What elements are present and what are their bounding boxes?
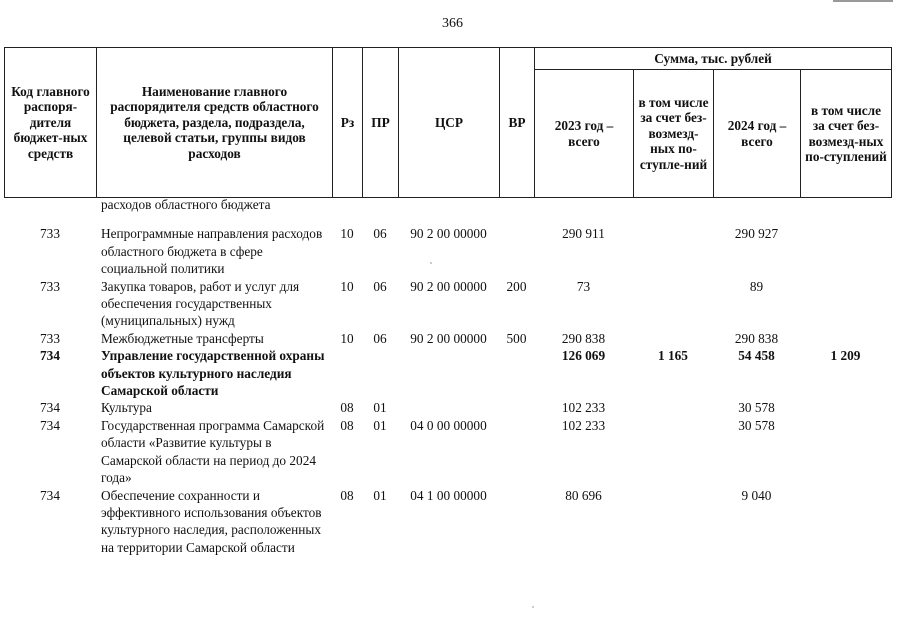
row-2023-total bbox=[534, 196, 633, 213]
row-csr: 90 2 00 00000 bbox=[410, 278, 487, 294]
row-vr bbox=[499, 487, 534, 557]
row-rz bbox=[332, 196, 362, 213]
row-vr bbox=[499, 417, 534, 487]
row-2023-free: 1 165 bbox=[658, 348, 688, 364]
row-code: 734 bbox=[40, 417, 60, 433]
row-2023-free bbox=[633, 278, 713, 330]
row-code: 734 bbox=[40, 487, 60, 503]
row-2023-total: 102 233 bbox=[561, 400, 606, 416]
row-csr: 04 1 00 00000 bbox=[410, 487, 487, 503]
table-row bbox=[4, 399, 891, 416]
row-rz: 10 bbox=[340, 278, 354, 294]
row-2024-free bbox=[800, 417, 891, 487]
page-number: 366 bbox=[442, 16, 463, 31]
row-2024-total: 9 040 bbox=[741, 487, 772, 503]
row-code: 733 bbox=[40, 226, 60, 242]
row-2024-free: 1 209 bbox=[830, 348, 861, 364]
row-code: 733 bbox=[40, 330, 60, 346]
row-csr: 04 0 00 00000 bbox=[410, 417, 487, 433]
table-row bbox=[4, 213, 891, 277]
row-name: Культура bbox=[101, 400, 152, 416]
row-2024-free bbox=[800, 330, 891, 347]
row-2023-total: 126 069 bbox=[561, 348, 606, 364]
table-row bbox=[4, 487, 891, 557]
row-csr bbox=[398, 347, 499, 399]
row-2023-free bbox=[633, 213, 713, 277]
row-rz: 08 bbox=[340, 417, 354, 433]
scan-speck bbox=[532, 606, 534, 608]
row-csr bbox=[398, 196, 499, 213]
row-pr: 01 bbox=[373, 400, 387, 416]
row-2024-free bbox=[800, 487, 891, 557]
row-name: Закупка товаров, работ и услуг для обеспечения государственных (муниципальных) нужд bbox=[101, 278, 300, 329]
header-name: Наименование главного распорядителя средств областного бюджета, раздела, подраздела, целевой статьи, группы видов расходов bbox=[97, 48, 333, 198]
row-vr bbox=[499, 347, 534, 399]
header-2023-total: 2023 год – всего bbox=[535, 70, 634, 198]
row-2023-free bbox=[633, 399, 713, 416]
row-2024-total: 290 927 bbox=[734, 226, 779, 242]
header-sum-group: Сумма, тыс. рублей bbox=[535, 48, 892, 70]
row-rz: 08 bbox=[340, 400, 354, 416]
row-2024-free bbox=[800, 399, 891, 416]
row-rz: 10 bbox=[340, 226, 354, 242]
row-code: 733 bbox=[40, 278, 60, 294]
row-name: Межбюджетные трансферты bbox=[101, 330, 264, 346]
row-2023-total: 290 911 bbox=[562, 226, 605, 242]
header-2024-total: 2024 год – всего bbox=[714, 70, 801, 198]
row-2023-free bbox=[633, 330, 713, 347]
row-csr: 90 2 00 00000 bbox=[410, 226, 487, 242]
table-row bbox=[4, 347, 891, 399]
row-2024-total: 30 578 bbox=[738, 400, 775, 416]
row-pr: 01 bbox=[373, 487, 387, 503]
row-pr: 01 bbox=[373, 417, 387, 433]
row-2024-total: 54 458 bbox=[738, 348, 775, 364]
table-body bbox=[4, 196, 891, 556]
header-2024-free: в том числе за счет без-возмезд-ных по-ступлений bbox=[801, 70, 892, 198]
table-row bbox=[4, 278, 891, 330]
row-pr bbox=[362, 347, 398, 399]
row-name: Обеспечение сохранности и эффективного использования объектов культурного наследия, расположенных на территории Самарской области bbox=[101, 487, 322, 555]
row-2024-total bbox=[713, 196, 800, 213]
row-2024-total: 89 bbox=[749, 278, 764, 294]
row-rz bbox=[332, 347, 362, 399]
row-code: 734 bbox=[40, 400, 60, 416]
row-vr: 200 bbox=[506, 278, 527, 294]
row-rz: 08 bbox=[340, 487, 354, 503]
row-csr bbox=[398, 399, 499, 416]
row-name: расходов областного бюджета bbox=[101, 197, 271, 212]
header-vr: ВР bbox=[500, 48, 535, 198]
row-name: Управление государственной охраны объектов культурного наследия Самарской области bbox=[101, 348, 325, 399]
row-vr bbox=[499, 213, 534, 277]
row-2023-total: 80 696 bbox=[565, 487, 602, 503]
table-row bbox=[4, 196, 891, 213]
row-pr: 06 bbox=[373, 226, 387, 242]
row-vr bbox=[499, 196, 534, 213]
row-name: Государственная программа Самарской области «Развитие культуры в Самарской области на период до 2024 года» bbox=[101, 417, 325, 486]
row-2023-total: 73 bbox=[576, 278, 591, 294]
table-header bbox=[4, 47, 892, 198]
row-vr: 500 bbox=[506, 330, 527, 346]
row-code bbox=[4, 196, 96, 213]
row-2024-free bbox=[800, 213, 891, 277]
row-pr bbox=[362, 196, 398, 213]
row-2024-free bbox=[800, 196, 891, 213]
row-2024-free bbox=[800, 278, 891, 330]
header-rz: Рз bbox=[333, 48, 363, 198]
row-pr: 06 bbox=[373, 278, 387, 294]
row-2024-total: 290 838 bbox=[734, 330, 779, 346]
header-csr: ЦСР bbox=[399, 48, 500, 198]
row-2023-total: 102 233 bbox=[561, 417, 606, 433]
row-code: 734 bbox=[40, 348, 60, 364]
row-rz: 10 bbox=[340, 330, 354, 346]
table-row bbox=[4, 330, 891, 347]
header-2023-free: в том числе за счет без-возмезд-ных по-ступле-ний bbox=[634, 70, 714, 198]
scan-corner-mark bbox=[833, 0, 893, 2]
row-2023-total: 290 838 bbox=[561, 330, 606, 346]
scan-speck bbox=[430, 262, 432, 264]
table-row bbox=[4, 417, 891, 487]
header-pr: ПР bbox=[363, 48, 399, 198]
row-name: Непрограммные направления расходов областного бюджета в сфере социальной политики bbox=[101, 226, 323, 277]
row-2023-free bbox=[633, 417, 713, 487]
row-csr: 90 2 00 00000 bbox=[410, 330, 487, 346]
header-code: Код главного распоря-дителя бюджет-ных средств bbox=[5, 48, 97, 198]
row-2024-total: 30 578 bbox=[738, 417, 775, 433]
row-2023-free bbox=[633, 196, 713, 213]
row-2023-free bbox=[633, 487, 713, 557]
row-vr bbox=[499, 399, 534, 416]
row-pr: 06 bbox=[373, 330, 387, 346]
